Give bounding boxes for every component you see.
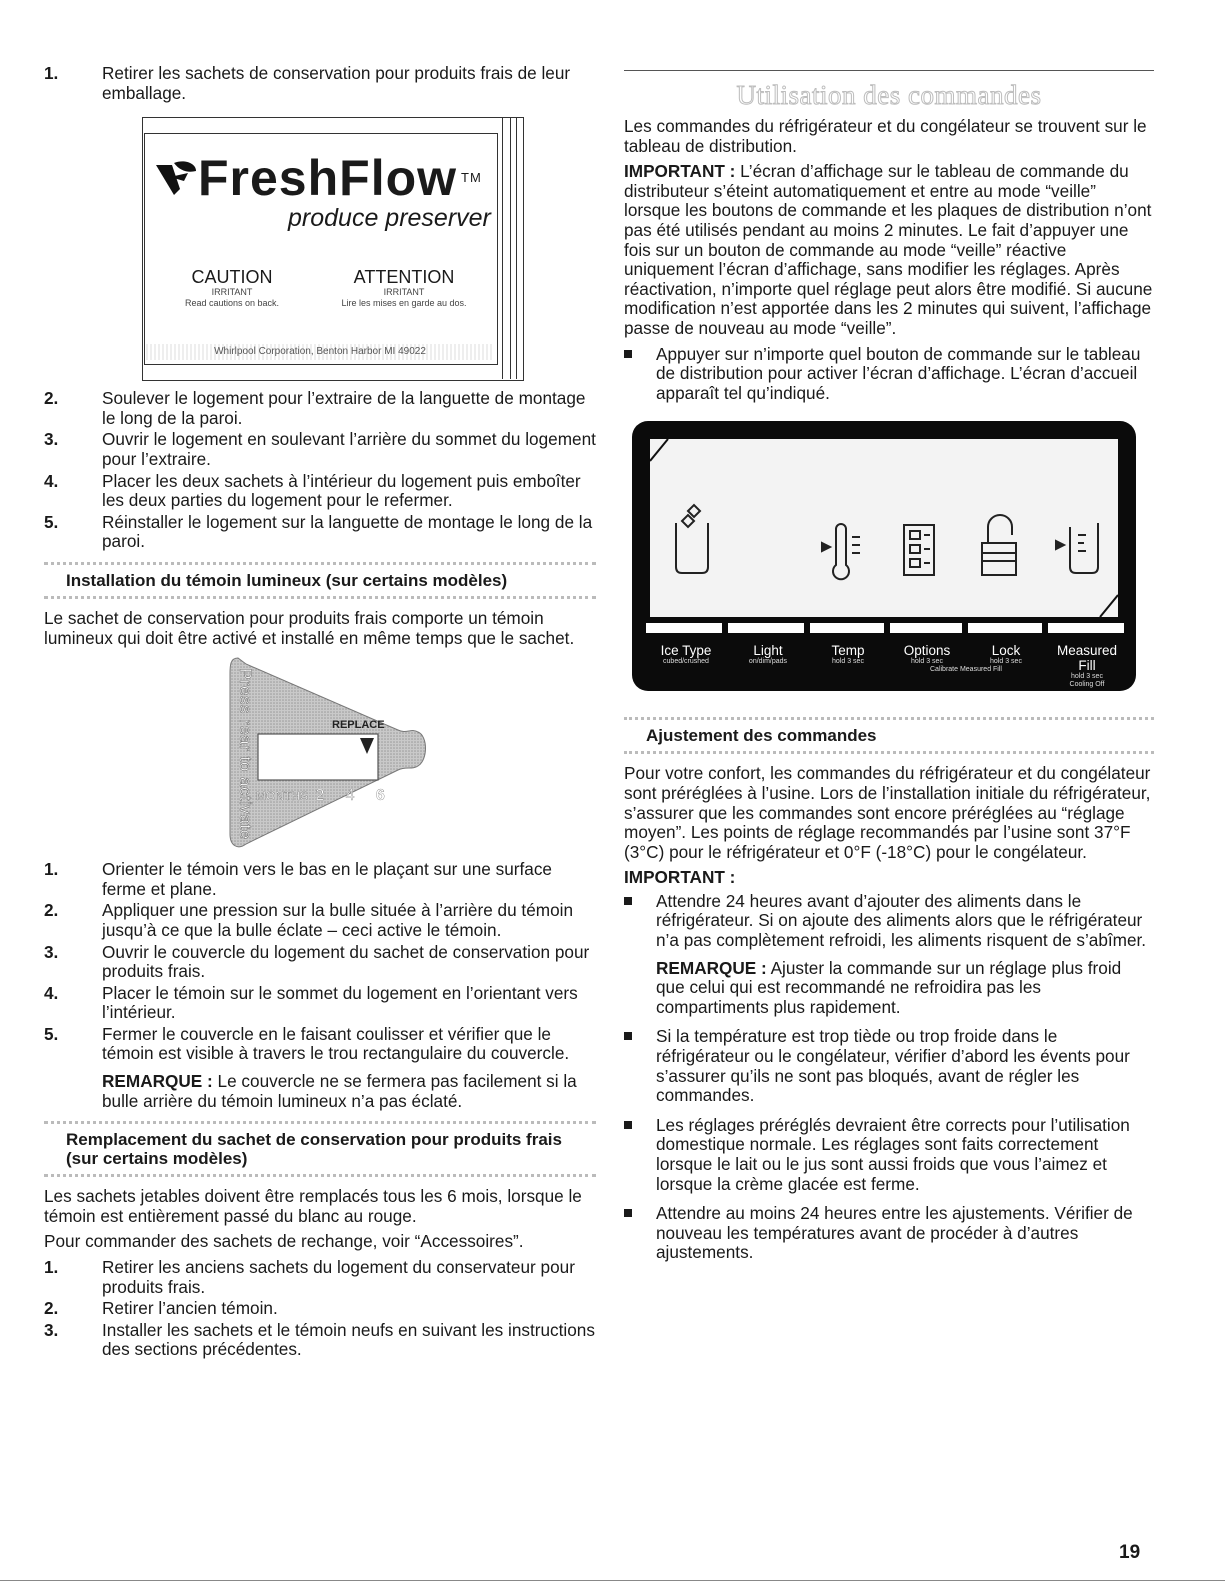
list-item: Attendre au moins 24 heures entre les ajustements. Vérifier de nouveau les températures avant de procéder à d’autres ajustements. — [624, 1204, 1154, 1263]
ice-type-button[interactable]: Ice Type cubed/crushed — [660, 643, 712, 666]
adjust-heading: Ajustement des commandes — [624, 717, 1154, 754]
list-item: 4. Placer les deux sachets à l’intérieur du logement puis emboîter les deux parties du logement pour le refermer. — [44, 470, 581, 511]
bullets-1 — [624, 345, 1154, 404]
freshflow-package-illustration — [142, 117, 526, 379]
thermometer-icon — [833, 524, 849, 579]
important-paragraph: IMPORTANT : L’écran d’affichage sur le tableau de commande du distributeur s’éteint automatiquement et entre au mode “veille” lorsque les boutons de commande et les plaques de distribution n’ont pas été utilisés pendant au moins 2 minutes. Le fait d’appuyer une fois sur un bouton de commande au mode “veille” réactive uniquement l’écran d’affichage, sans modifier les réglages. Après réactivation, n’importe quel réglage peut alors être modifié. Si aucune modification n’est apportée dans les 2 minutes qui suivent, l’affichage passe de nouveau au mode “veille”. — [624, 161, 1153, 338]
important-2: IMPORTANT : — [624, 867, 736, 888]
install-steps — [44, 860, 596, 1111]
list-item: 4. Placer le témoin sur le sommet du logement en l’orientant vers l’intérieur. — [44, 982, 578, 1023]
list-item: Si la température est trop tiède ou trop froide dans le réfrigérateur ou le congélateur, vérifier d’abord les évents pour s’assurer qu’ils ne sont pas bloqués, avant de régler les commandes. — [624, 1027, 1154, 1105]
list-item: 1. Retirer les sachets de conservation pour produits frais de leur emballage. — [44, 63, 571, 103]
bottom-rule — [0, 1580, 1225, 1581]
indicator-replace: REPLACE — [332, 719, 385, 732]
list-item: 1. Orienter le témoin vers le bas en le plaçant sur une surface ferme et plane. — [44, 859, 552, 899]
brand-logo: FreshFlow ™ — [154, 149, 482, 207]
list-item: 3. Ouvrir le couvercle du logement du sachet de conservation pour produits frais. — [44, 941, 590, 982]
note-2: REMARQUE : Ajuster la commande sur un réglage plus froid que celui qui est recommandé ne refroidira pas les compartiments plus rapidement. — [656, 957, 1122, 1017]
leaf-icon — [154, 153, 198, 193]
replace-p1: Les sachets jetables doivent être remplacés tous les 6 mois, lorsque le témoin est entièrement passé du blanc au rouge. — [44, 1186, 582, 1226]
replace-p2: Pour commander des sachets de rechange, voir “Accessoires”. — [44, 1231, 524, 1252]
list-item: 2. Soulever le logement pour l’extraire de la languette de montage le long de la paroi. — [44, 388, 586, 428]
display-screen — [650, 439, 1118, 617]
adjust-paragraph: Pour votre confort, les commandes du réfrigérateur et du congélateur sont préréglées à l’usine. Lors de l’installation initiale du réfrigérateur, s’assurer que les commandes sont encore préréglées au “réglage moyen”. Les points de réglage recommandés par l’usine sont 37°F (3°C) pour le réfrigérateur et 0°F (-18°C) pour le congélateur. — [624, 763, 1151, 862]
indicator-months: MONTHS 2 4 6 — [256, 787, 385, 805]
install-intro: Le sachet de conservation pour produits frais comporte un témoin lumineux qui doit être activé et installé en même temps que le sachet. — [44, 607, 575, 648]
list-item: 1. Retirer les anciens sachets du logement du conservateur pour produits frais. — [44, 1257, 575, 1297]
light-button[interactable]: Light on/dim/pads — [748, 643, 788, 666]
ice-glass-icon — [676, 523, 708, 573]
lock-button[interactable]: Lock hold 3 sec — [990, 643, 1022, 666]
replace-heading: Remplacement du sachet de conservation pour produits frais (sur certains modèles) — [44, 1121, 596, 1177]
left-column — [44, 64, 596, 1364]
options-button[interactable]: Options hold 3 sec Calibrate Measured Fill — [903, 643, 1002, 674]
indicator-side-text: Press rear to activate — [235, 668, 255, 840]
list-item: Appuyer sur n’importe quel bouton de commande sur le tableau de distribution pour activer l’écran d’affichage. L’écran d’accueil apparaît tel qu’indiqué. — [624, 345, 1154, 404]
install-heading: Installation du témoin lumineux (sur certains modèles) — [44, 562, 596, 599]
steps-2 — [44, 389, 596, 552]
install-note: REMARQUE : Le couvercle ne se fermera pas facilement si la bulle arrière du témoin lumineux n’a pas éclaté. — [102, 1071, 577, 1111]
section-title: Utilisation des commandes — [736, 80, 1042, 110]
dispenser-control-panel — [632, 421, 1136, 691]
list-item: 2. Appliquer une pression sur la bulle située à l’arrière du témoin jusqu’à ce que la bulle éclate – ceci active le témoin. — [44, 900, 574, 940]
lock-icon — [988, 515, 1012, 543]
panel-button-row — [646, 623, 1124, 689]
list-item: Attendre 24 heures avant d’ajouter des aliments dans le réfrigérateur. Si on ajoute des aliments alors que le réfrigérateur n’a pas complètement refroidi, les aliments risquent de s’abîmer. REMARQUE : Ajuster la commande sur un réglage plus froid que celui qui est recommandé ne refroidira pas les compartiments plus rapidement. — [624, 892, 1154, 1018]
list-item: 3. Installer les sachets et le témoin neufs en suivant les instructions des sections précédentes. — [44, 1319, 595, 1360]
bullets-2 — [624, 892, 1154, 1263]
measured-fill-icon — [1070, 523, 1098, 573]
list-item: 5. Réinstaller le logement sur la languette de montage le long de la paroi. — [44, 511, 593, 552]
replace-steps — [44, 1258, 596, 1360]
caution-block: CAUTION IRRITANT Read cautions on back. — [184, 267, 280, 309]
temp-button[interactable]: Temp hold 3 sec — [831, 643, 865, 666]
list-item: Les réglages préréglés devraient être corrects pour l’utilisation domestique normale. Les réglages sont faits correctement lorsque le lait ou le jus sont aussi froids que vous l’aimez et lorsque la crème glacée est ferme. — [624, 1116, 1154, 1194]
display-icons — [650, 439, 1118, 617]
right-column — [624, 70, 1154, 1273]
attention-block: ATTENTION IRRITANT Lire les mises en garde au dos. — [341, 267, 467, 309]
list-item: 3. Ouvrir le logement en soulevant l’arrière du sommet du logement pour l’extraire. — [44, 429, 596, 469]
steps-1 — [44, 64, 596, 103]
list-item: 5. Fermer le couvercle en le faisant coulisser et vérifier que le témoin est visible à travers le trou rectangulaire du couvercle. REMARQUE : Le couvercle ne se fermera pas facilement si la bulle arrière du témoin lumineux n’a pas éclaté. — [44, 1025, 596, 1111]
indicator-shape — [228, 654, 444, 854]
indicator-illustration — [228, 654, 444, 854]
list-item: 2. Retirer l’ancien témoin. — [44, 1298, 278, 1319]
package-footer: Whirlpool Corporation, Benton Harbor MI 49022 — [146, 344, 494, 360]
measured-fill-button[interactable]: Measured Fill hold 3 sec Cooling Off — [1056, 643, 1118, 689]
controls-intro: Les commandes du réfrigérateur et du congélateur se trouvent sur le tableau de distribution. — [624, 116, 1147, 156]
section-rule — [624, 70, 1154, 71]
page-number: 19 — [1119, 1542, 1141, 1563]
tagline: produce preserver — [288, 204, 491, 233]
